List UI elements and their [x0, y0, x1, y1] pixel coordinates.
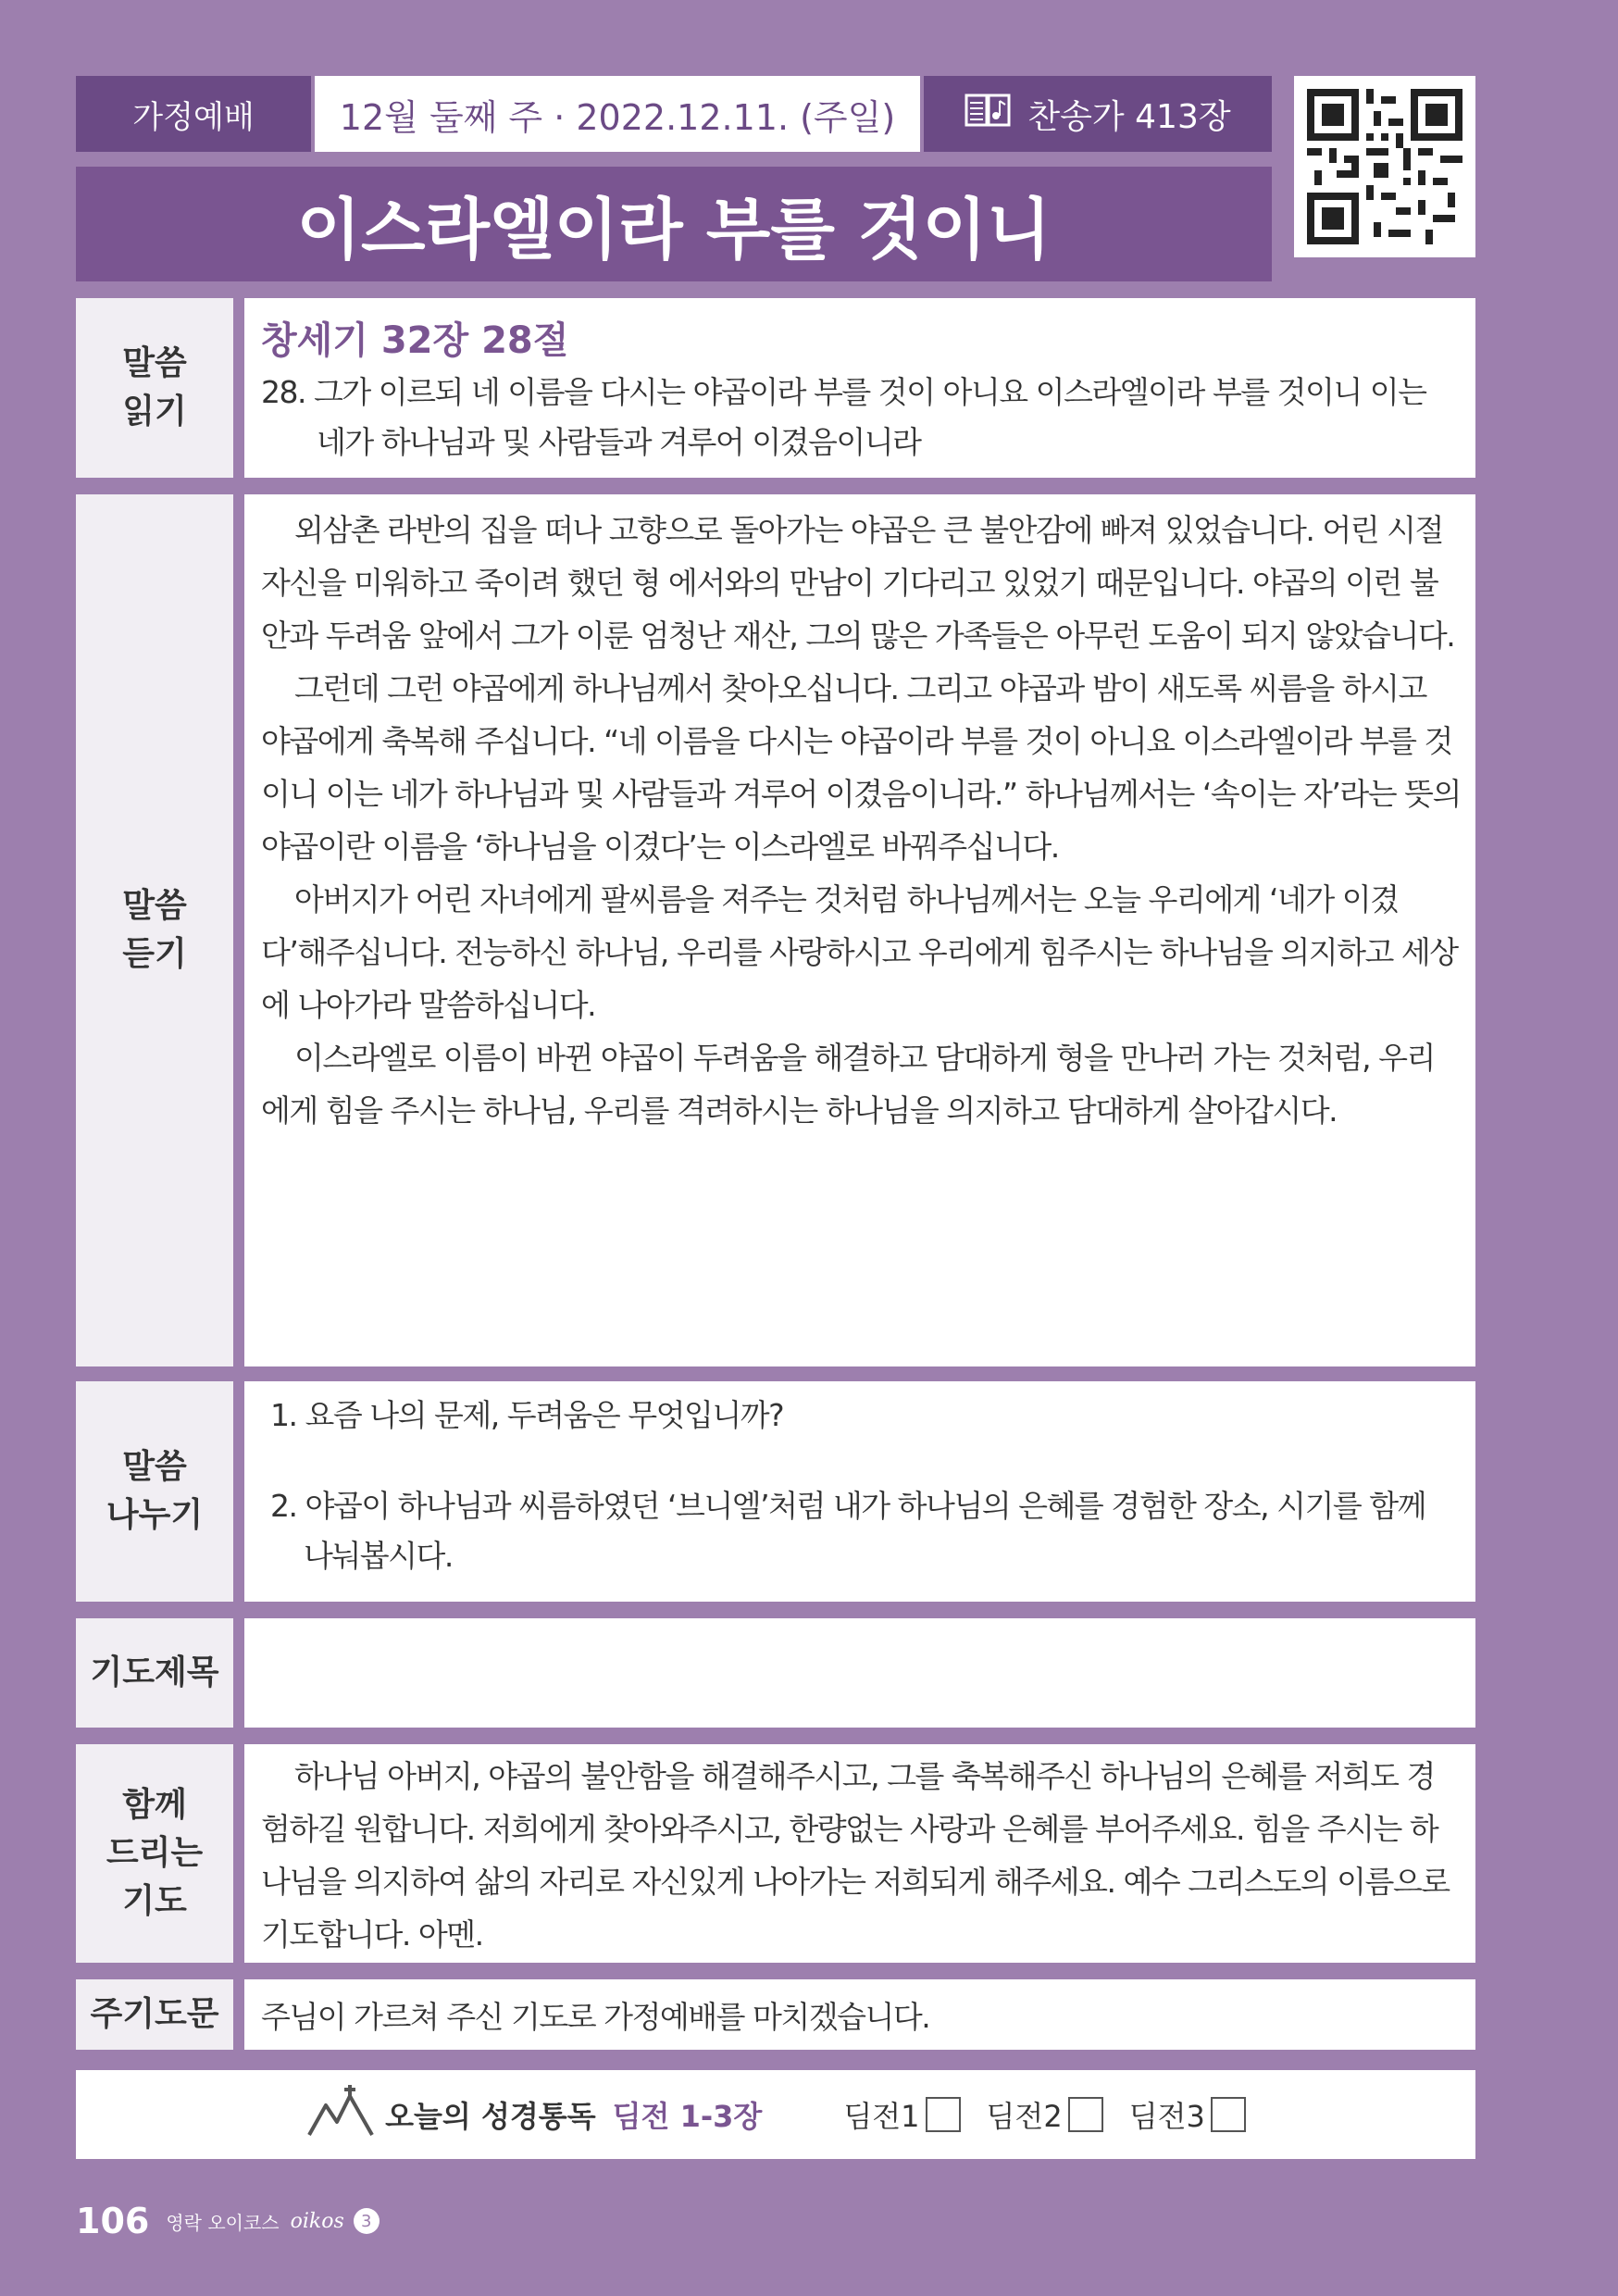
lords-prayer-text: 주님이 가르쳐 주신 기도로 가정예배를 마치겠습니다.: [261, 1998, 930, 2035]
hymn-number: 찬송가 413장: [1027, 97, 1231, 136]
sermon-paragraph: 그런데 그런 야곱에게 하나님께서 찾아오십니다. 그리고 야곱과 밤이 새도록 씨름을 하시고 야곱에게 축복해 주십니다. “네 이름을 다시는 야곱이라 부를 것이 아니요 이스라엘이라 부를 것이니 이는 네가 하나님과 및 사람들과 겨루어 이겼음이니라.” 하나님께서는 ‘속이는 자’라는 뜻의 야곱이란 이름을 ‘하나님을 이겼다’는 이스라엘로 바꿔주십니다.: [261, 670, 1461, 865]
prayer-label: 함께 드리는 기도: [76, 1744, 233, 1963]
section-tag: 가정예배: [76, 76, 311, 152]
sermon-paragraph: 아버지가 어린 자녀에게 팔씨름을 져주는 것처럼 하나님께서는 오늘 우리에게 ‘네가 이겼다’해주십니다. 전능하신 하나님, 우리를 사랑하시고 우리에게 힘주시는 하나님을 의지하고 세상에 나아가라 말씀하십니다.: [261, 881, 1458, 1023]
checkbox[interactable]: [1068, 2097, 1103, 2132]
worship-date: 12월 둘째 주 · 2022.12.11. (주일): [315, 76, 920, 152]
lords-prayer-box: [244, 1979, 1475, 2050]
verse-text: 28. 그가 이르되 네 이름을 다시는 야곱이라 부를 것이 아니요 이스라엘이라 부를 것이니 이는 네가 하나님과 및 사람들과 겨루어 이겼음이니라: [261, 374, 1426, 460]
page-title: 이스라엘이라 부를 것이니: [76, 167, 1272, 281]
hymn-badge: [924, 76, 1272, 152]
mountain-cross-icon: [305, 2083, 376, 2146]
prayer-text: 하나님 아버지, 야곱의 불안함을 해결해주시고, 그를 축복해주신 하나님의 은혜를 저희도 경험하길 원합니다. 저희에게 찾아와주시고, 한량없는 사랑과 은혜를 부어주세요. 힘을 주시는 하나님을 의지하여 삶의 자리로 자신있게 나아가는 저희되게 해주세요. 예수 그리스도의 이름으로 기도합니다. 아멘.: [261, 1758, 1450, 1953]
checkbox[interactable]: [926, 2097, 961, 2132]
bible-reading-bar: [76, 2070, 1475, 2159]
lords-prayer-label: 주기도문: [76, 1979, 233, 2050]
listening-label: 말씀 듣기: [76, 494, 233, 1366]
sharing-box: [244, 1381, 1475, 1602]
verse-reference: 창세기 32장 28절: [261, 319, 569, 362]
bible-reading-label: 오늘의 성경통독: [385, 2099, 596, 2134]
discussion-question: 1. 요즘 나의 문제, 두려움은 무엇입니까?: [270, 1397, 784, 1433]
reading-check-2[interactable]: 딤전2: [987, 2093, 1103, 2136]
reading-label: 말씀 읽기: [76, 298, 233, 478]
sharing-label: 말씀 나누기: [76, 1381, 233, 1602]
reading-check-1[interactable]: 딤전1: [843, 2093, 960, 2136]
hymnal-book-icon: [965, 92, 1011, 137]
reading-check-3[interactable]: 딤전3: [1129, 2093, 1246, 2136]
qr-code-icon[interactable]: [1294, 76, 1475, 257]
listening-box: [244, 494, 1475, 1366]
reading-box: [244, 298, 1475, 478]
oikos-logo: oikos: [290, 2209, 344, 2233]
bible-reading-range: 딤전 1-3장: [612, 2099, 763, 2134]
prayer-topic-label: 기도제목: [76, 1618, 233, 1728]
page-footer: [76, 2198, 380, 2244]
issue-number: 3: [354, 2208, 380, 2234]
prayer-box: [244, 1744, 1475, 1963]
prayer-topic-field[interactable]: [244, 1618, 1475, 1728]
page-number: 106: [76, 2201, 150, 2241]
checkbox[interactable]: [1211, 2097, 1246, 2132]
sermon-paragraph: 외삼촌 라반의 집을 떠나 고향으로 돌아가는 야곱은 큰 불안감에 빠져 있었습니다. 어린 시절 자신을 미워하고 죽이려 했던 형 에서와의 만남이 기다리고 있었기 때문입니다. 야곱의 이런 불안과 두려움 앞에서 그가 이룬 엄청난 재산, 그의 많은 가족들은 아무런 도움이 되지 않았습니다.: [261, 512, 1455, 654]
discussion-question: 2. 야곱이 하나님과 씨름하였던 ‘브니엘’처럼 내가 하나님의 은혜를 경험한 장소, 시기를 함께 나눠봅시다.: [270, 1488, 1425, 1574]
sermon-paragraph: 이스라엘로 이름이 바뀐 야곱이 두려움을 해결하고 담대하게 형을 만나러 가는 것처럼, 우리에게 힘을 주시는 하나님, 우리를 격려하시는 하나님을 의지하고 담대하게 살아갑시다.: [261, 1040, 1435, 1129]
publication-name: 영락 오이코스: [166, 2211, 280, 2234]
